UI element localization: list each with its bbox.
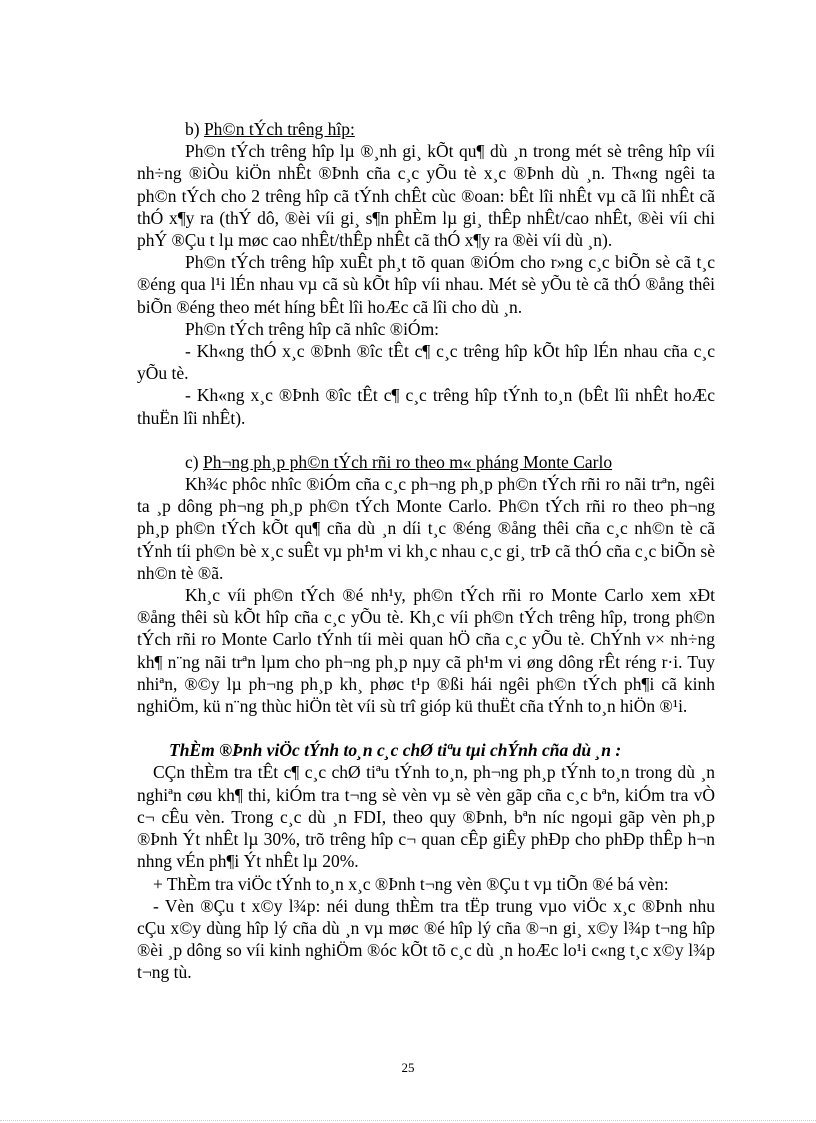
section-b-bullet-2: - Kh«ng x¸c ®Þnh ®îc tÊt c¶ c¸c trêng hîp tÝnh to¸n (bÊt lîi nhÊt hoÆc thuËn lîi nhÊt). [137,385,715,428]
section-paragraph-1: CÇn thÈm tra tÊt c¶ c¸c chØ tiªu tÝnh to¸n, ph¬ng ph¸p tÝnh to¸n trong dù ¸n nghiªn cøu kh¶ thi, kiÓm tra t¬ng sè vèn vµ sè vèn gãp cña c¸c bªn, kiÓm tra vÒ c¬ cÊu vèn. Trong c¸c dù ¸n FDI, theo quy ®Þnh, bªn níc ngoµi gãp vèn ph¸p ®Þnh Ýt nhÊt lµ 30%, trõ trêng hîp c¬ quan cÊp giÊy phÐp cho phÐp thÊp h¬n nhng vÉn ph¶i Ýt nhÊt lµ 20%. [137,762,715,872]
spacer [137,429,715,451]
section-b-bullet-1: - Kh«ng thÓ x¸c ®Þnh ®îc tÊt c¶ c¸c trêng hîp kÕt hîp lÉn nhau cña c¸c yÕu tè. [137,341,715,384]
section-b-prefix: b) [185,119,204,139]
section-c-prefix: c) [185,451,203,472]
section-c-heading [137,451,715,473]
section-b-paragraph-3: Ph©n tÝch trêng hîp cã nhîc ®iÓm: [185,318,440,339]
section-paragraph-3: - Vèn ®Çu t x©y l¾p: néi dung thÈm tra tËp trung vµo viÖc x¸c ®Þnh nhu cÇu x©y dùng hîp lý cña dù ¸n vµ møc ®é hîp lý cña ®¬n gi¸ x©y l¾p t¬ng hîp ®èi ¸p dông so víi kinh nghiÖm ®óc kÕt tõ c¸c dù ¸n hoÆc lo¹i c«ng t¸c x©y l¾p t¬ng tù. [137,895,715,983]
page-bottom-rule [0,1120,816,1121]
section-b-paragraph-2: Ph©n tÝch trêng hîp xuÊt ph¸t tõ quan ®iÓm cho r»ng c¸c biÕn sè cã t¸c ®éng qua l¹i lÉn nhau vµ cã sù kÕt hîp víi nhau. Mét sè yÕu tè cã thÓ ®ång thêi biÕn ®éng theo mét híng bÊt lîi hoÆc cã lîi cho dù ¸n. [137,252,715,317]
section-b-title: Ph©n tÝch trêng hîp: [203,119,355,139]
section-c-title: Ph¬ng ph¸p ph©n tÝch rñi ro theo m« pháng Monte Carlo [202,451,613,472]
section-heading: ThÈm ®Þnh viÖc tÝnh to¸n c¸c chØ tiªu tµi chÝnh cña dù ¸n : [169,740,622,761]
section-b-heading [137,118,715,140]
section-paragraph-2: + ThÈm tra viÖc tÝnh to¸n x¸c ®Þnh t¬ng vèn ®Çu t vµ tiÕn ®é bá vèn: [153,873,669,894]
section-c-paragraph-1: Kh¾c phôc nhîc ®iÓm cña c¸c ph¬ng ph¸p ph©n tÝch rñi ro nãi trªn, ngêi ta ¸p dông ph¬ng ph¸p ph©n tÝch Monte Carlo. Ph©n tÝch rñi ro theo ph¬ng ph¸p ph©n tÝch kÕt qu¶ cña dù ¸n díi t¸c ®éng ®ång thêi cña c¸c nh©n tè cã tÝnh tíi ph©n bè x¸c suÊt vµ ph¹m vi kh¸c nhau c¸c gi¸ trÞ cã thÓ cña c¸c biÕn sè nh©n tè ®ã. [137,474,715,583]
spacer [137,717,715,739]
section-b-paragraph-1: Ph©n tÝch trêng hîp lµ ®¸nh gi¸ kÕt qu¶ dù ¸n trong mét sè trêng hîp víi nh÷ng ®iÒu kiÖn nhÊt ®Þnh cña c¸c yÕu tè x¸c ®Þnh dù ¸n. Th«ng ngêi ta ph©n tÝch cho 2 trêng hîp cã tÝnh chÊt cùc ®oan: bÊt lîi nhÊt vµ cã lîi nhÊt cã thÓ x¶y ra (thÝ dô, ®èi víi gi¸ s¶n phÈm lµ gi¸ thÊp nhÊt/cao nhÊt, ®èi víi chi phÝ ®Çu t lµ møc cao nhÊt/thÊp nhÊt cã thÓ x¶y ra ®èi víi dù ¸n). [137,141,715,251]
page-number: 25 [401,1060,415,1075]
section-c-paragraph-2: Kh¸c víi ph©n tÝch ®é nh¹y, ph©n tÝch rñi ro Monte Carlo xem xÐt ®ång thêi sù kÕt hîp cña c¸c yÕu tè. Kh¸c víi ph©n tÝch trêng hîp, trong ph©n tÝch rñi ro Monte Carlo tÝnh tíi mèi quan hÖ cña c¸c yÕu tè. ChÝnh v× nh÷ng kh¶ n¨ng nãi trªn lµm cho ph¬ng ph¸p nµy cã ph¹m vi øng dông rÊt réng r·i. Tuy nhiªn, ®©y lµ ph¬ng ph¸p kh¸ phøc t¹p ®ßi hái ngêi ph©n tÝch ph¶i cã kinh nghiÖm, kü n¨ng thùc hiÖn tèt víi sù trî gióp kü thuËt cña tÝnh to¸n hiÖn ®¹i. [137,585,715,717]
document-body [137,118,715,984]
